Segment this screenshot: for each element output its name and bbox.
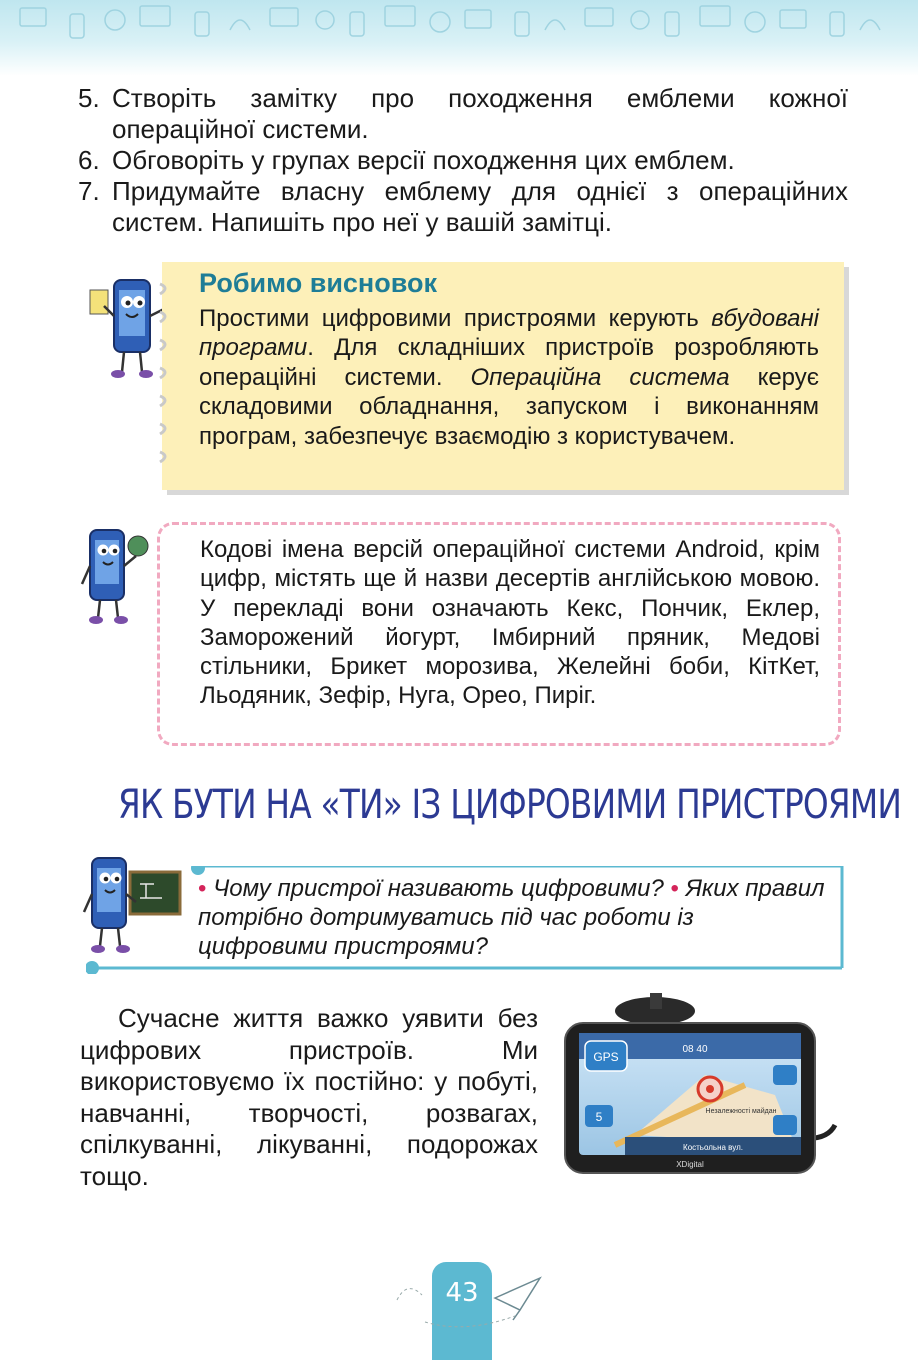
task-number: 6.	[78, 145, 100, 175]
paper-plane-icon	[395, 1270, 545, 1330]
gps-navigator-image	[545, 985, 845, 1200]
gps-badge-label: GPS	[593, 1050, 619, 1064]
task-text: Створіть замітку про походження емблеми кожної операційної системи.	[112, 83, 848, 144]
question-text	[198, 874, 826, 961]
question-item: Чому пристрої називають цифровими?	[213, 875, 664, 902]
conclusion-text	[199, 304, 819, 451]
conclusion-part: . Для складніших пристроїв розробляють операційні системи.	[199, 334, 819, 391]
spiral-binding-icon	[156, 280, 176, 480]
gps-time: 08 40	[682, 1044, 708, 1055]
conclusion-title: Робимо висновок	[199, 268, 437, 298]
conclusion-term: вбудовані програми	[199, 305, 819, 362]
task-item	[78, 176, 848, 238]
gadget-pattern-icon	[0, 0, 918, 60]
bullet: •	[198, 875, 207, 902]
conclusion-part: керує складовими обладнання, запуском і виконанням програм, забезпечує взаємодію з користувачем.	[199, 363, 820, 450]
gps-street-label: Незалежності майдан	[705, 1108, 777, 1115]
header-decoration	[0, 0, 918, 76]
task-item	[78, 145, 848, 176]
conclusion-term: Операційна система	[470, 363, 730, 391]
page-number: 43	[445, 1278, 479, 1308]
task-text: Придумайте власну емблему для однієї з операційних систем. Напишіть про неї у вашій замітці.	[112, 176, 848, 237]
gps-street-label: Костьольна вул.	[683, 1143, 743, 1152]
phone-mascot-icon	[76, 526, 156, 626]
fact-box	[157, 522, 841, 746]
globe-icon	[128, 536, 148, 556]
section-title: ЯК БУТИ НА «ТИ» ІЗ ЦИФРОВИМИ ПРИСТРОЯМИ	[118, 782, 902, 828]
task-list	[78, 83, 848, 238]
intro-paragraph	[80, 1003, 538, 1192]
gps-brand: XDigital	[676, 1160, 704, 1169]
task-number: 5.	[78, 83, 100, 113]
fact-text: Кодові імена версій операційної системи Android, крім цифр, містять ще й назви десертів англійською мовою. У перекладі вони означають Кекс, Пончик, Еклер, Заморожений йогурт, Імбирний пряник, Медові стільники, Брикет морозива, Желейні боби, КітКет, Льодяник, Зефір, Нуга, Орео, Пиріг.	[200, 536, 820, 710]
task-text: Обговоріть у групах версії походження цих емблем.	[112, 145, 735, 175]
notebook-icon	[90, 290, 108, 314]
gps-speed: 5	[595, 1110, 603, 1124]
conclusion-box	[162, 262, 844, 490]
task-item	[78, 83, 848, 145]
intro-text: Сучасне життя важко уявити без цифрових пристроїв. Ми використовуємо їх постійно: у побуті, навчанні, творчості, розвагах, спілкуванні, лікуванні, подорожах тощо.	[80, 1003, 538, 1191]
bullet: •	[670, 875, 679, 902]
question-item: Яких правил потрібно дотримуватись під час роботи із цифровими пристроями?	[198, 875, 825, 960]
conclusion-part: Простими цифровими пристроями керують	[199, 305, 712, 332]
task-number: 7.	[78, 176, 100, 206]
